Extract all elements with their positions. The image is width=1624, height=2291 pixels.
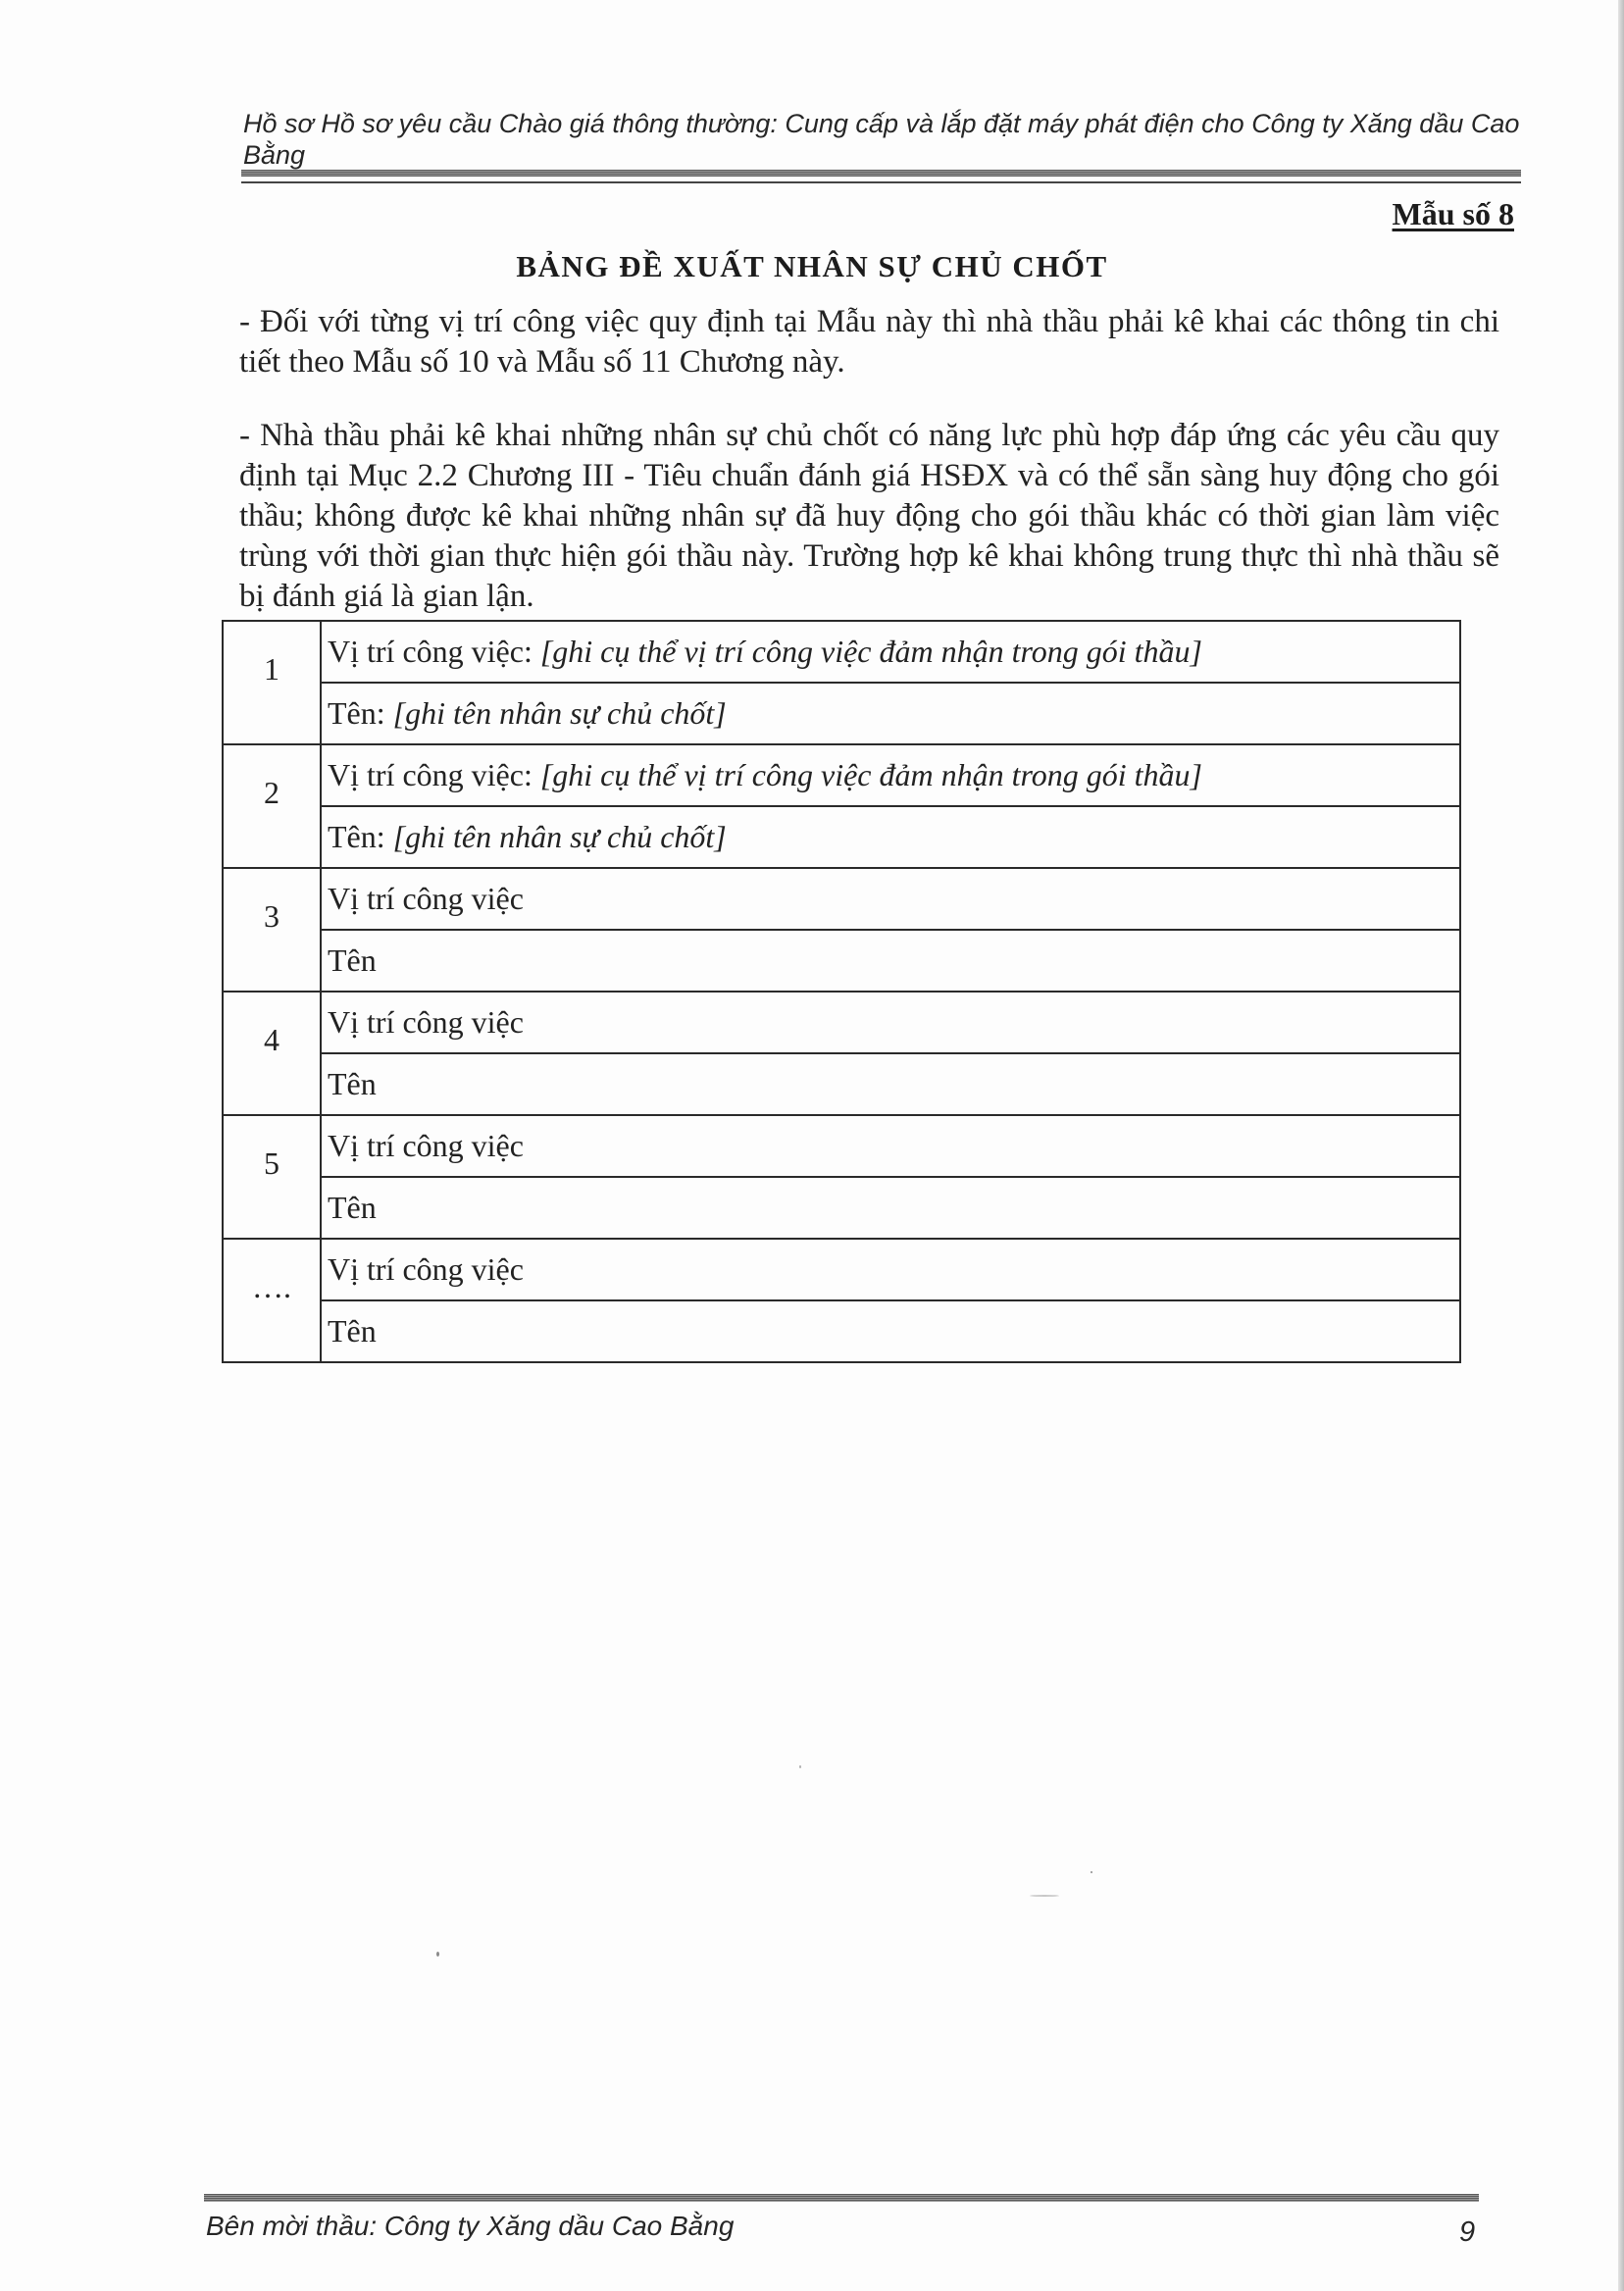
personnel-table-body: [223, 621, 1460, 1362]
name-label: Tên: [328, 942, 377, 978]
position-cell: [321, 1239, 1460, 1300]
position-label: Vị trí công việc: [328, 1128, 524, 1163]
document-title: BẢNG ĐỀ XUẤT NHÂN SỰ CHỦ CHỐT: [516, 249, 1108, 283]
name-label: Tên: [328, 1313, 377, 1349]
row-number: 4: [264, 1021, 279, 1057]
table-row: [223, 1177, 1460, 1239]
table-row: [223, 930, 1460, 992]
table-row: [223, 1053, 1460, 1115]
row-number: 1: [264, 650, 279, 687]
row-number-cell: [223, 1239, 321, 1362]
position-cell: [321, 868, 1460, 930]
name-cell: [321, 806, 1460, 868]
position-cell: [321, 1115, 1460, 1177]
name-value: [ghi tên nhân sự chủ chốt]: [392, 695, 727, 731]
name-label: Tên: [328, 1190, 377, 1225]
instruction-paragraph-1: - Đối với từng vị trí công việc quy định tại Mẫu này thì nhà thầu phải kê khai các thông tin chi tiết theo Mẫu số 10 và Mẫu số 11 Chương này.: [239, 304, 1499, 380]
name-label: Tên: [328, 1066, 377, 1101]
table-row: [223, 1239, 1460, 1300]
position-label: Vị trí công việc: [328, 881, 524, 916]
row-number-cell: [223, 1115, 321, 1239]
position-label: Vị trí công việc: [328, 1004, 524, 1040]
position-label: Vị trí công việc:: [328, 634, 533, 669]
table-row: [223, 744, 1460, 806]
scan-speck: [799, 1765, 801, 1768]
position-value: [ghi cụ thể vị trí công việc đảm nhận trong gói thầu]: [539, 634, 1202, 669]
scan-speck: [1030, 1895, 1059, 1897]
row-number: 3: [264, 897, 279, 934]
page-header: Hồ sơ Hồ sơ yêu cầu Chào giá thông thường: Cung cấp và lắp đặt máy phát điện cho Công ty Xăng dầu Cao Bằng: [243, 109, 1520, 170]
name-cell: [321, 1300, 1460, 1362]
scan-edge: [1618, 0, 1624, 2291]
row-number-cell: [223, 744, 321, 868]
footer-rule: [204, 2194, 1479, 2202]
name-value: [ghi tên nhân sự chủ chốt]: [392, 819, 727, 854]
table-row: [223, 806, 1460, 868]
position-cell: [321, 992, 1460, 1053]
page-footer: Bên mời thầu: Công ty Xăng dầu Cao Bằng: [206, 2211, 735, 2241]
table-row: [223, 992, 1460, 1053]
name-cell: [321, 1177, 1460, 1239]
form-number: Mẫu số 8: [1392, 196, 1514, 231]
page-number: 9: [1459, 2216, 1476, 2248]
scan-speck: [1091, 1871, 1092, 1873]
name-label: Tên:: [328, 819, 385, 854]
position-label: Vị trí công việc:: [328, 757, 533, 792]
name-cell: [321, 683, 1460, 744]
scan-speck: [436, 1952, 439, 1957]
table-row: [223, 683, 1460, 744]
position-cell: [321, 744, 1460, 806]
row-number: ….: [252, 1268, 291, 1304]
personnel-table: [222, 620, 1461, 1363]
row-number-cell: [223, 621, 321, 744]
header-rule: [241, 170, 1521, 177]
name-cell: [321, 930, 1460, 992]
table-row: [223, 1300, 1460, 1362]
table-row: [223, 621, 1460, 683]
instruction-paragraph-2: - Nhà thầu phải kê khai những nhân sự chủ chốt có năng lực phù hợp đáp ứng các yêu cầu quy định tại Mục 2.2 Chương III - Tiêu chuẩn đánh giá HSĐX và có thể sẵn sàng huy động cho gói thầu; không được kê khai những nhân sự đã huy động cho gói thầu khác có thời gian làm việc trùng với thời gian thực hiện gói thầu này. Trường hợp kê khai không trung thực thì nhà thầu sẽ bị đánh giá là gian lận.: [239, 418, 1499, 614]
name-cell: [321, 1053, 1460, 1115]
row-number-cell: [223, 868, 321, 992]
table-row: [223, 1115, 1460, 1177]
name-label: Tên:: [328, 695, 385, 731]
position-cell: [321, 621, 1460, 683]
table-row: [223, 868, 1460, 930]
position-label: Vị trí công việc: [328, 1251, 524, 1287]
row-number: 2: [264, 774, 279, 810]
row-number: 5: [264, 1145, 279, 1181]
header-rule-thin: [241, 181, 1521, 183]
position-value: [ghi cụ thể vị trí công việc đảm nhận trong gói thầu]: [539, 757, 1202, 792]
row-number-cell: [223, 992, 321, 1115]
